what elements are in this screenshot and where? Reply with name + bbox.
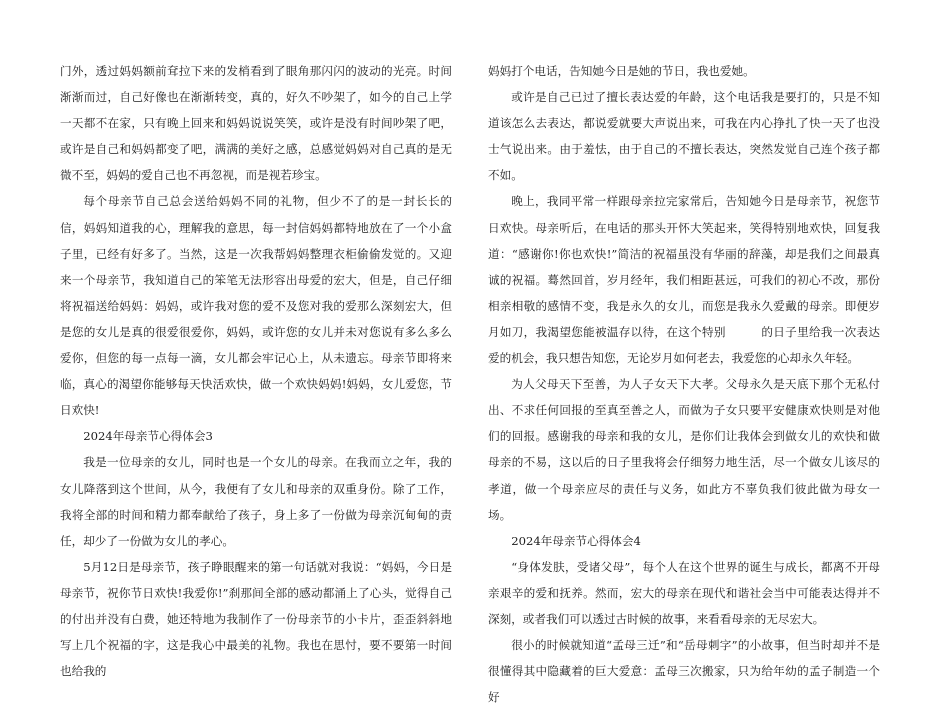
paragraph: 每个母亲节自己总会送给妈妈不同的礼物，但少不了的是一封长长的信，妈妈知道我的心，理解我的意思，每一封信妈妈都特地放在了一个小盒子里，已经有好多了。当然，这是一次我帮妈妈整理衣柜偷偷发觉的。又迎来一个母亲节，我知道自己的笨笔无法形容出母爱的宏大，但是，自己仔细将祝福送给妈妈：妈妈，或许我对您的爱不及您对我的爱那么深刻宏大，但是您的女儿是真的很爱很爱你，妈妈，或许您的女儿并未对您说有多么多么爱你，但您的每一点每一滴，女儿都会牢记心上，从未遗忘。母亲节即将来临，真心的渴望你能够每天快活欢快，做一个欢快妈妈!妈妈，女儿爱您，节日欢快!: [60, 194, 452, 418]
paragraph: 很小的时候就知道“孟母三迁”和“岳母刺字”的小故事，但当时却并不是很懂得其中隐藏着的巨大爱意：孟母三次搬家，只为给年幼的孟子制造一个好: [488, 638, 880, 705]
right-column: [488, 58, 880, 710]
section-heading: 2024年母亲节心得体会3: [83, 429, 213, 444]
paragraph: 妈妈打个电话，告知她今日是她的节日，我也爱她。: [488, 64, 755, 78]
paragraph: 门外，透过妈妈额前耷拉下来的发梢看到了眼角那闪闪的波动的光亮。时间渐渐而过，自己好像也在渐渐转变，真的，好久不吵架了，如今的自己上学一天都不在家，只有晚上回来和妈妈说说笑笑，或许是没有时间吵架了吧，或许是自己和妈妈都变了吧，满满的美好之感，总感觉妈妈对自己真的是无微不至，妈妈的爱自己也不再忽视，而是视若珍宝。: [60, 64, 452, 183]
section-heading: 2024年母亲节心得体会4: [511, 533, 641, 548]
paragraph: 为人父母天下至善，为人子女天下大孝。父母永久是天底下那个无私付出、不求任何回报的至真至善之人，而做为子女只要平安健康欢快则是对他们的回报。感谢我的母亲和我的女儿，是你们让我体会到做女儿的欢快和做母亲的不易，这以后的日子里我将会仔细努力地生活，尽一个做女儿该尽的孝道，做一个母亲应尽的责任与义务，如此方不辜负我们彼此做为母女一场。: [488, 377, 880, 522]
paragraph: 5月12日是母亲节，孩子睁眼醒来的第一句话就对我说：“妈妈，今日是母亲节，祝你节日欢快!我爱你!”刹那间全部的感动都涌上了心头，觉得自己的付出并没有白费，她还特地为我制作了一份母亲节的小卡片，歪歪斜斜地写上几个祝福的字，这是我心中最美的礼物。我也在思忖，要不要第一时间也给我的: [60, 559, 452, 679]
paragraph: “身体发肤，受诸父母”，每个人在这个世界的诞生与成长，都离不开母亲艰辛的爱和抚养。然而，宏大的母亲在现代和谐社会当中可能表达得并不深刻，或者我们可以透过古时候的故事，来看看母亲的无尽宏大。: [488, 559, 880, 626]
paragraph: 我是一位母亲的女儿，同时也是一个女儿的母亲。在我而立之年，我的女儿降落到这个世间，从今，我便有了女儿和母亲的双重身份。除了工作，我将全部的时间和精力都奉献给了孩子，身上多了一份做为母亲沉甸甸的责任，却少了一份做为女儿的孝心。: [60, 455, 452, 548]
paragraph: 或许是自己已过了擅长表达爱的年龄，这个电话我是要打的，只是不知道该怎么去表达，都说爱就要大声说出来，可我在内心挣扎了快一天了也没士气说出来。由于羞怯，由于自己的不擅长表达，突然发觉自己连个孩子都不如。: [488, 90, 880, 183]
paragraph: 晚上，我同平常一样跟母亲拉完家常后，告知她今日是母亲节，祝您节日欢快。母亲听后，在电话的那头开怀大笑起来，笑得特别地欢快，回复我道：“感谢你!你也欢快!”简洁的祝福虽没有华丽的辞藻，却是我们之间最真诚的祝福。蓦然回首，岁月经年，我们相距甚远，可我们的初心不改，那份相亲相敬的感情不变，我是永久的女儿，而您是我永久爱戴的母亲。即便岁月如刀，我渴望您能被温存以待，在这个特别 的日子里给我一次表达爱的机会，我只想告知您，无论岁月如何老去，我爱您的心却永久年轻。: [488, 194, 880, 366]
left-column: [60, 58, 452, 684]
